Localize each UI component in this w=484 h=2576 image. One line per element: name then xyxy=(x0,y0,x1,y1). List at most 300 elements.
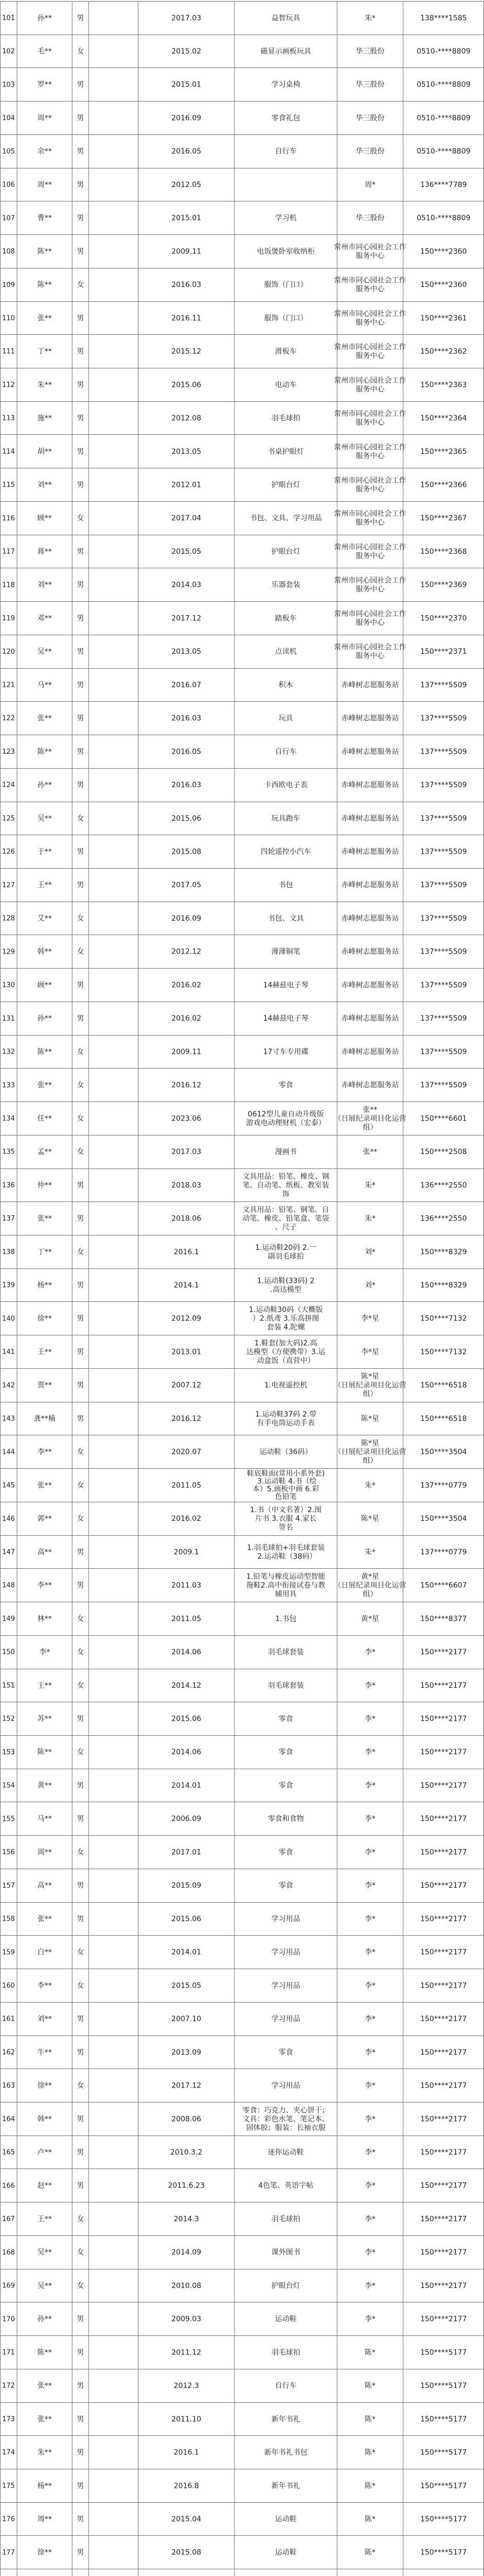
name-cell: 艾** xyxy=(37,914,52,923)
gender-cell: 男 xyxy=(77,2148,84,2157)
phone-cell: 150****3504 xyxy=(420,1515,467,1523)
donor-cell: 常州市同心园社会工作服务中心 xyxy=(334,577,406,594)
wish-cell: 护眼台灯 xyxy=(271,547,301,556)
id-cell: 152 xyxy=(2,1715,15,1723)
wish-cell: 玩具 xyxy=(278,714,293,723)
donor-cell: 陈* xyxy=(364,2348,376,2357)
wish-cell: 薄薄铜笔 xyxy=(271,947,301,956)
phone-cell: 150****2177 xyxy=(420,2248,467,2257)
donor-cell: 赤峰树志愿服务站 xyxy=(341,981,399,990)
donor-cell: 李* xyxy=(364,1914,376,1923)
id-cell: 145 xyxy=(2,1482,15,1490)
phone-cell: 150****2177 xyxy=(420,2115,467,2124)
wish-cell: 学习桌椅 xyxy=(271,80,301,89)
date-cell: 2016.05 xyxy=(171,748,202,756)
donor-cell: 朱* xyxy=(364,1214,376,1223)
id-cell: 137 xyxy=(2,1215,15,1223)
phone-cell: 150****2362 xyxy=(420,347,467,356)
id-cell: 155 xyxy=(2,1815,15,1823)
name-cell: 张** xyxy=(37,2382,52,2391)
gender-cell: 女 xyxy=(77,1448,84,1456)
name-cell: 张** xyxy=(37,314,52,323)
id-cell: 149 xyxy=(2,1615,15,1623)
gender-cell: 女 xyxy=(77,2281,84,2290)
date-cell: 2012.09 xyxy=(171,1314,202,1323)
name-cell: 仲** xyxy=(37,1181,52,1190)
phone-cell: 150****6518 xyxy=(420,1381,467,1390)
wish-cell: 自行车 xyxy=(275,2382,297,2391)
id-cell: 125 xyxy=(2,815,15,823)
wish-cell: 1.电视遥控机 xyxy=(264,1381,308,1390)
date-cell: 2011.6.23 xyxy=(168,2181,205,2190)
date-cell: 2016.02 xyxy=(171,1515,202,1523)
phone-cell: 136****2550 xyxy=(420,1214,467,1223)
wish-cell: 鞋底鞋面(常用小系外套) 3.运动鞋 4.书（绘本）5.画板中画 6.彩色铅笔 xyxy=(247,1469,325,1501)
wish-cell: 学习机 xyxy=(275,214,297,223)
gender-cell: 男 xyxy=(77,1914,84,1923)
date-cell: 2007.12 xyxy=(171,1381,202,1390)
gender-cell: 男 xyxy=(77,714,84,723)
donor-cell: 陈*星 xyxy=(361,1515,379,1523)
donor-cell: 李* xyxy=(364,1681,376,1690)
phone-cell: 150****5177 xyxy=(420,2482,467,2490)
wish-cell: 课外图书 xyxy=(271,2248,301,2257)
date-cell: 2015.12 xyxy=(171,347,202,356)
date-cell: 2016.12 xyxy=(171,1081,202,1090)
date-cell: 2015.04 xyxy=(171,2515,202,2524)
donor-cell: 常州市同心园社会工作服务中心 xyxy=(334,476,406,494)
phone-cell: 137****5509 xyxy=(420,848,467,856)
gender-cell: 男 xyxy=(77,2315,84,2324)
donor-cell: 朱* xyxy=(364,1481,376,1490)
name-cell: 孙** xyxy=(37,781,52,790)
wish-cell: 点读机 xyxy=(275,648,297,656)
phone-cell: 150****2177 xyxy=(420,1815,467,1823)
phone-cell: 150****2177 xyxy=(420,1948,467,1957)
wish-cell: 玩具跑车 xyxy=(271,814,301,823)
phone-cell: 137****5509 xyxy=(420,814,467,823)
date-cell: 2016.09 xyxy=(171,114,202,123)
date-cell: 2013.09 xyxy=(171,2048,202,2057)
name-cell: 林** xyxy=(37,1615,52,1623)
gender-cell: 男 xyxy=(77,2348,84,2357)
gender-cell: 女 xyxy=(77,2248,84,2257)
phone-cell: 137****5509 xyxy=(420,981,467,990)
date-cell: 2018.06 xyxy=(171,1214,202,1223)
id-cell: 124 xyxy=(2,781,15,789)
gender-cell: 男 xyxy=(77,2482,84,2490)
donor-cell: 刘* xyxy=(364,1281,376,1290)
donor-cell: 李*星 xyxy=(361,1348,379,1357)
wish-cell: 迷你运动鞋 xyxy=(268,2148,304,2157)
donor-cell: 赤峰树志愿服务站 xyxy=(341,681,399,689)
gender-cell: 男 xyxy=(77,1314,84,1323)
phone-cell: 150****2177 xyxy=(420,2048,467,2057)
wish-cell: 四轮遥控小汽车 xyxy=(260,848,311,856)
date-cell: 2014.06 xyxy=(171,1648,202,1657)
phone-cell: 150****2177 xyxy=(420,1882,467,1890)
date-cell: 2016.8 xyxy=(174,2482,199,2490)
wish-cell: 新年书礼 xyxy=(271,2482,301,2490)
gender-cell: 女 xyxy=(77,914,84,923)
gender-cell: 男 xyxy=(77,447,84,456)
donor-cell: 华三股份 xyxy=(356,147,385,156)
wish-cell: 学习用品 xyxy=(271,2081,301,2090)
donor-cell: 朱* xyxy=(364,1181,376,1190)
phone-cell: 150****2177 xyxy=(420,2315,467,2324)
gender-cell: 男 xyxy=(77,748,84,756)
phone-cell: 150****2177 xyxy=(420,1848,467,1857)
id-cell: 163 xyxy=(2,2082,15,2090)
id-cell: 171 xyxy=(2,2349,15,2357)
id-cell: 101 xyxy=(2,14,15,22)
wish-cell: 1.运动鞋30码（大概版）2.纸鸢 3.乐高拼图套装 4.陀螺 xyxy=(248,1306,323,1332)
wish-cell: 1.运动鞋20码 2.一副羽毛球拍 xyxy=(255,1243,316,1261)
wish-cell: 零食 xyxy=(278,1848,293,1857)
phone-cell: 137****5509 xyxy=(420,681,467,689)
name-cell: 杨** xyxy=(37,2482,52,2490)
name-cell: 苏** xyxy=(37,1715,52,1723)
wish-cell: 卡西欧电子表 xyxy=(264,781,308,790)
date-cell: 2016.11 xyxy=(171,314,202,323)
name-cell: 胡** xyxy=(37,447,52,456)
date-cell: 2016.02 xyxy=(171,1014,202,1023)
gender-cell: 男 xyxy=(77,614,84,623)
id-cell: 159 xyxy=(2,1948,15,1957)
gender-cell: 男 xyxy=(77,2015,84,2024)
id-cell: 128 xyxy=(2,914,15,923)
id-cell: 164 xyxy=(2,2115,15,2123)
gender-cell: 男 xyxy=(77,547,84,556)
phone-cell: 150****6601 xyxy=(420,1114,467,1123)
date-cell: 2011.10 xyxy=(171,2415,202,2424)
wish-cell: 17寸车专用碟 xyxy=(263,1047,309,1056)
gender-cell: 男 xyxy=(77,1281,84,1290)
id-cell: 105 xyxy=(2,147,15,156)
id-cell: 174 xyxy=(2,2449,15,2457)
phone-cell: 150****2177 xyxy=(420,1748,467,1757)
date-cell: 2010.3.2 xyxy=(170,2148,203,2157)
name-cell: 龚**楠 xyxy=(34,1414,56,1423)
phone-cell: 150****2177 xyxy=(420,1648,467,1657)
name-cell: 顾** xyxy=(37,514,52,523)
id-cell: 141 xyxy=(2,1348,15,1357)
phone-cell: 136****7789 xyxy=(420,180,467,189)
gender-cell: 女 xyxy=(77,1681,84,1690)
donor-cell: 李* xyxy=(364,1781,376,1790)
phone-cell: 137****5509 xyxy=(420,714,467,723)
name-cell: 贾** xyxy=(37,1381,52,1390)
phone-cell: 150****2360 xyxy=(420,247,467,256)
donor-cell: 陈*星（日展纪录项目化运营组） xyxy=(334,1439,406,1465)
date-cell: 2008.06 xyxy=(171,2115,202,2124)
id-cell: 161 xyxy=(2,2015,15,2023)
id-cell: 110 xyxy=(2,314,15,323)
wish-cell: 学习用品 xyxy=(271,1981,301,1990)
wish-cell: 电饭煲卧室收纳柜 xyxy=(257,247,315,256)
name-cell: 丁** xyxy=(37,347,52,356)
donor-cell: 陈*星（日展纪录项目化运营组） xyxy=(334,1372,406,1399)
donor-cell: 陈* xyxy=(364,2415,376,2424)
id-cell: 113 xyxy=(2,414,15,422)
wish-cell: 1.鞋套(加大码)2.高达模型（方便携带）3.运动盒饭（直营中） xyxy=(246,1339,326,1365)
name-cell: 马** xyxy=(37,1815,52,1823)
wish-cell: 漫画书 xyxy=(275,1148,297,1157)
wish-cell: 新年书礼书包 xyxy=(264,2448,308,2457)
name-cell: 张** xyxy=(37,714,52,723)
phone-cell: 150****2177 xyxy=(420,2148,467,2157)
donor-cell: 陈* xyxy=(364,2515,376,2524)
phone-cell: 150****8329 xyxy=(420,1248,467,1257)
name-cell: 顾** xyxy=(37,981,52,990)
wish-cell: 益智玩具 xyxy=(271,14,301,23)
date-cell: 2015.02 xyxy=(171,47,202,56)
id-cell: 129 xyxy=(2,948,15,956)
date-cell: 2016.02 xyxy=(171,981,202,990)
name-cell: 周** xyxy=(37,1848,52,1857)
donor-cell: 赤峰树志愿服务站 xyxy=(341,914,399,923)
gender-cell: 男 xyxy=(77,2548,84,2557)
date-cell: 2017.03 xyxy=(171,14,202,23)
date-cell: 2016.1 xyxy=(174,1248,199,1257)
id-cell: 118 xyxy=(2,581,15,589)
gender-cell: 男 xyxy=(77,1014,84,1023)
id-cell: 147 xyxy=(2,1548,15,1556)
date-cell: 2016.07 xyxy=(171,681,202,689)
id-cell: 131 xyxy=(2,1014,15,1023)
name-cell: 吴** xyxy=(37,2248,52,2257)
wish-cell: 电动车 xyxy=(275,381,297,389)
name-cell: 朱** xyxy=(37,2448,52,2457)
wish-cell: 羽毛球拍 xyxy=(271,2348,301,2357)
donor-cell: 李* xyxy=(364,1882,376,1890)
donor-cell: 赤峰树志愿服务站 xyxy=(341,947,399,956)
donor-cell: 李* xyxy=(364,2181,376,2190)
date-cell: 2012.3 xyxy=(174,2382,199,2391)
wish-cell: 零食 xyxy=(278,1748,293,1757)
date-cell: 2011.03 xyxy=(171,1581,202,1590)
wish-cell: 1.铅笔与橡皮运动型智能拖鞋2.高中衔接试卷与教辅用具 xyxy=(246,1572,326,1599)
donor-cell: 赤峰树志愿服务站 xyxy=(341,1014,399,1023)
id-cell: 104 xyxy=(2,114,15,123)
name-cell: 卢** xyxy=(37,2148,52,2157)
donor-cell: 李* xyxy=(364,2081,376,2090)
phone-cell: 150****2177 xyxy=(420,1715,467,1723)
date-cell: 2017.04 xyxy=(171,514,202,523)
date-cell: 2012.01 xyxy=(171,481,202,489)
gender-cell: 女 xyxy=(77,1615,84,1623)
wish-cell: 滑板车 xyxy=(275,347,297,356)
date-cell: 2015.09 xyxy=(171,1882,202,1890)
gender-cell: 女 xyxy=(77,1047,84,1056)
donor-cell: 赤峰树志愿服务站 xyxy=(341,881,399,890)
id-cell: 140 xyxy=(2,1315,15,1323)
phone-cell: 0510-****8809 xyxy=(416,214,471,223)
id-cell: 150 xyxy=(2,1648,15,1656)
gender-cell: 男 xyxy=(77,180,84,189)
gender-cell: 女 xyxy=(77,1081,84,1090)
id-cell: 119 xyxy=(2,615,15,623)
name-cell: 周** xyxy=(37,114,52,123)
id-cell: 103 xyxy=(2,81,15,89)
date-cell: 2007.10 xyxy=(171,2015,202,2024)
name-cell: 任** xyxy=(37,1114,52,1123)
date-cell: 2011.05 xyxy=(171,1481,202,1490)
name-cell: 白** xyxy=(37,1948,52,1957)
donor-cell: 常州市同心园社会工作服务中心 xyxy=(334,443,406,461)
name-cell: 于** xyxy=(37,848,52,856)
id-cell: 102 xyxy=(2,47,15,56)
name-cell: 牛** xyxy=(37,2048,52,2057)
gender-cell: 男 xyxy=(77,247,84,256)
donor-cell: 陈* xyxy=(364,2382,376,2391)
date-cell: 2016.12 xyxy=(171,1414,202,1423)
date-cell: 2015.08 xyxy=(171,848,202,856)
wish-cell: 1.书包 xyxy=(275,1615,297,1623)
name-cell: 曹** xyxy=(37,214,52,223)
wish-cell: 学习用品 xyxy=(271,2015,301,2024)
date-cell: 2020.07 xyxy=(171,1448,202,1456)
gender-cell: 男 xyxy=(77,1348,84,1357)
date-cell: 2015.06 xyxy=(171,1914,202,1923)
phone-cell: 137****5509 xyxy=(420,781,467,790)
donor-cell: 李* xyxy=(364,1748,376,1757)
donor-cell: 赤峰树志愿服务站 xyxy=(341,1047,399,1056)
date-cell: 2015.06 xyxy=(171,1715,202,1723)
phone-cell: 137****5509 xyxy=(420,881,467,890)
donor-cell: 朱* xyxy=(364,14,376,23)
donor-cell: 李* xyxy=(364,2215,376,2224)
donor-cell: 朱* xyxy=(364,1548,376,1556)
wish-cell: 运动鞋 xyxy=(275,2315,297,2324)
donor-cell: 常州市同心园社会工作服务中心 xyxy=(334,510,406,527)
donor-cell: 张** xyxy=(363,1148,377,1157)
id-cell: 167 xyxy=(2,2215,15,2224)
id-cell: 112 xyxy=(2,381,15,389)
donor-cell: 李* xyxy=(364,1948,376,1957)
name-cell: 王** xyxy=(37,881,52,890)
id-cell: 151 xyxy=(2,1682,15,1690)
gender-cell: 女 xyxy=(77,1515,84,1523)
wish-cell: 14赫兹电子琴 xyxy=(263,981,309,990)
name-cell: 黄** xyxy=(37,1781,52,1790)
gender-cell: 男 xyxy=(77,1381,84,1390)
phone-cell: 150****2360 xyxy=(420,281,467,290)
wish-cell: 服饰（门口） xyxy=(264,314,308,323)
wish-cell: 书包、文具、学习用品 xyxy=(249,514,322,523)
gender-cell: 女 xyxy=(77,1648,84,1657)
name-cell: 李* xyxy=(39,1648,50,1657)
date-cell: 2012.08 xyxy=(171,414,202,423)
phone-cell: 138****1585 xyxy=(420,14,467,23)
gender-cell: 男 xyxy=(77,1781,84,1790)
id-cell: 170 xyxy=(2,2315,15,2324)
name-cell: 蒋** xyxy=(37,547,52,556)
wish-cell: 羽毛球拍 xyxy=(271,414,301,423)
id-cell: 148 xyxy=(2,1582,15,1590)
date-cell: 2014.01 xyxy=(171,1948,202,1957)
phone-cell: 150****2361 xyxy=(420,314,467,323)
name-cell: 张** xyxy=(37,2415,52,2424)
date-cell: 2017.12 xyxy=(171,614,202,623)
id-cell: 116 xyxy=(2,514,15,522)
gender-cell: 女 xyxy=(77,1948,84,1957)
wish-cell: 0612型儿童自动升级版游戏电动理财机（宏泰） xyxy=(246,1110,326,1127)
date-cell: 2009.1 xyxy=(174,1548,199,1556)
name-cell: 陈** xyxy=(37,2348,52,2357)
date-cell: 2015.01 xyxy=(171,214,202,223)
phone-cell: 150****8377 xyxy=(420,1615,467,1623)
phone-cell: 150****8329 xyxy=(420,1281,467,1290)
name-cell: 孙** xyxy=(37,1014,52,1023)
donor-cell: 赤峰树志愿服务站 xyxy=(341,781,399,790)
date-cell: 2014.09 xyxy=(171,2248,202,2257)
phone-cell: 0510-****8809 xyxy=(416,147,471,156)
name-cell: 吴** xyxy=(37,648,52,656)
gender-cell: 女 xyxy=(77,1114,84,1123)
donor-cell: 常州市同心园社会工作服务中心 xyxy=(334,609,406,627)
gender-cell: 女 xyxy=(77,47,84,56)
wish-cell: 新年书礼 xyxy=(271,2415,301,2424)
gender-cell: 男 xyxy=(77,1882,84,1890)
gender-cell: 男 xyxy=(77,2115,84,2124)
id-cell: 175 xyxy=(2,2482,15,2490)
gender-cell: 男 xyxy=(77,314,84,323)
phone-cell: 137****0779 xyxy=(420,1548,467,1556)
date-cell: 2011.12 xyxy=(171,2348,202,2357)
donor-cell: 赤峰树志愿服务站 xyxy=(341,848,399,856)
donor-cell: 常州市同心园社会工作服务中心 xyxy=(334,243,406,260)
id-cell: 154 xyxy=(2,1782,15,1790)
date-cell: 2014.3 xyxy=(174,2215,199,2224)
gender-cell: 男 xyxy=(77,648,84,656)
gender-cell: 男 xyxy=(77,1581,84,1590)
name-cell: 张** xyxy=(37,1914,52,1923)
gender-cell: 女 xyxy=(77,947,84,956)
id-cell: 169 xyxy=(2,2282,15,2290)
id-cell: 138 xyxy=(2,1248,15,1256)
name-cell: 徐** xyxy=(37,2081,52,2090)
id-cell: 117 xyxy=(2,548,15,556)
date-cell: 2016.05 xyxy=(171,147,202,156)
phone-cell: 150****6607 xyxy=(420,1581,467,1590)
gender-cell: 男 xyxy=(77,80,84,89)
wish-cell: 护眼台灯 xyxy=(271,481,301,489)
wish-cell: 学习用品 xyxy=(271,1914,301,1923)
wish-cell: 羽毛球套装 xyxy=(268,1681,304,1690)
donor-cell: 黄*星（日展纪录项目化运营组） xyxy=(334,1572,406,1599)
gender-cell: 男 xyxy=(77,2515,84,2524)
date-cell: 2016.03 xyxy=(171,781,202,790)
phone-cell: 150****5177 xyxy=(420,2382,467,2391)
gender-cell: 男 xyxy=(77,981,84,990)
phone-cell: 150****2368 xyxy=(420,547,467,556)
name-cell: 王** xyxy=(37,1348,52,1357)
id-cell: 126 xyxy=(2,848,15,856)
id-cell: 106 xyxy=(2,181,15,189)
phone-cell: 150****2364 xyxy=(420,414,467,423)
name-cell: 丁** xyxy=(37,1248,52,1257)
gender-cell: 女 xyxy=(77,1848,84,1857)
gender-cell: 男 xyxy=(77,681,84,689)
wish-cell: 运动鞋 xyxy=(275,2515,297,2524)
id-cell: 146 xyxy=(2,1515,15,1523)
wish-cell: 乐器套装 xyxy=(271,581,301,589)
date-cell: 2006.09 xyxy=(171,1815,202,1823)
gender-cell: 男 xyxy=(77,381,84,389)
name-cell: 陈** xyxy=(37,1047,52,1056)
name-cell: 王** xyxy=(37,2215,52,2224)
